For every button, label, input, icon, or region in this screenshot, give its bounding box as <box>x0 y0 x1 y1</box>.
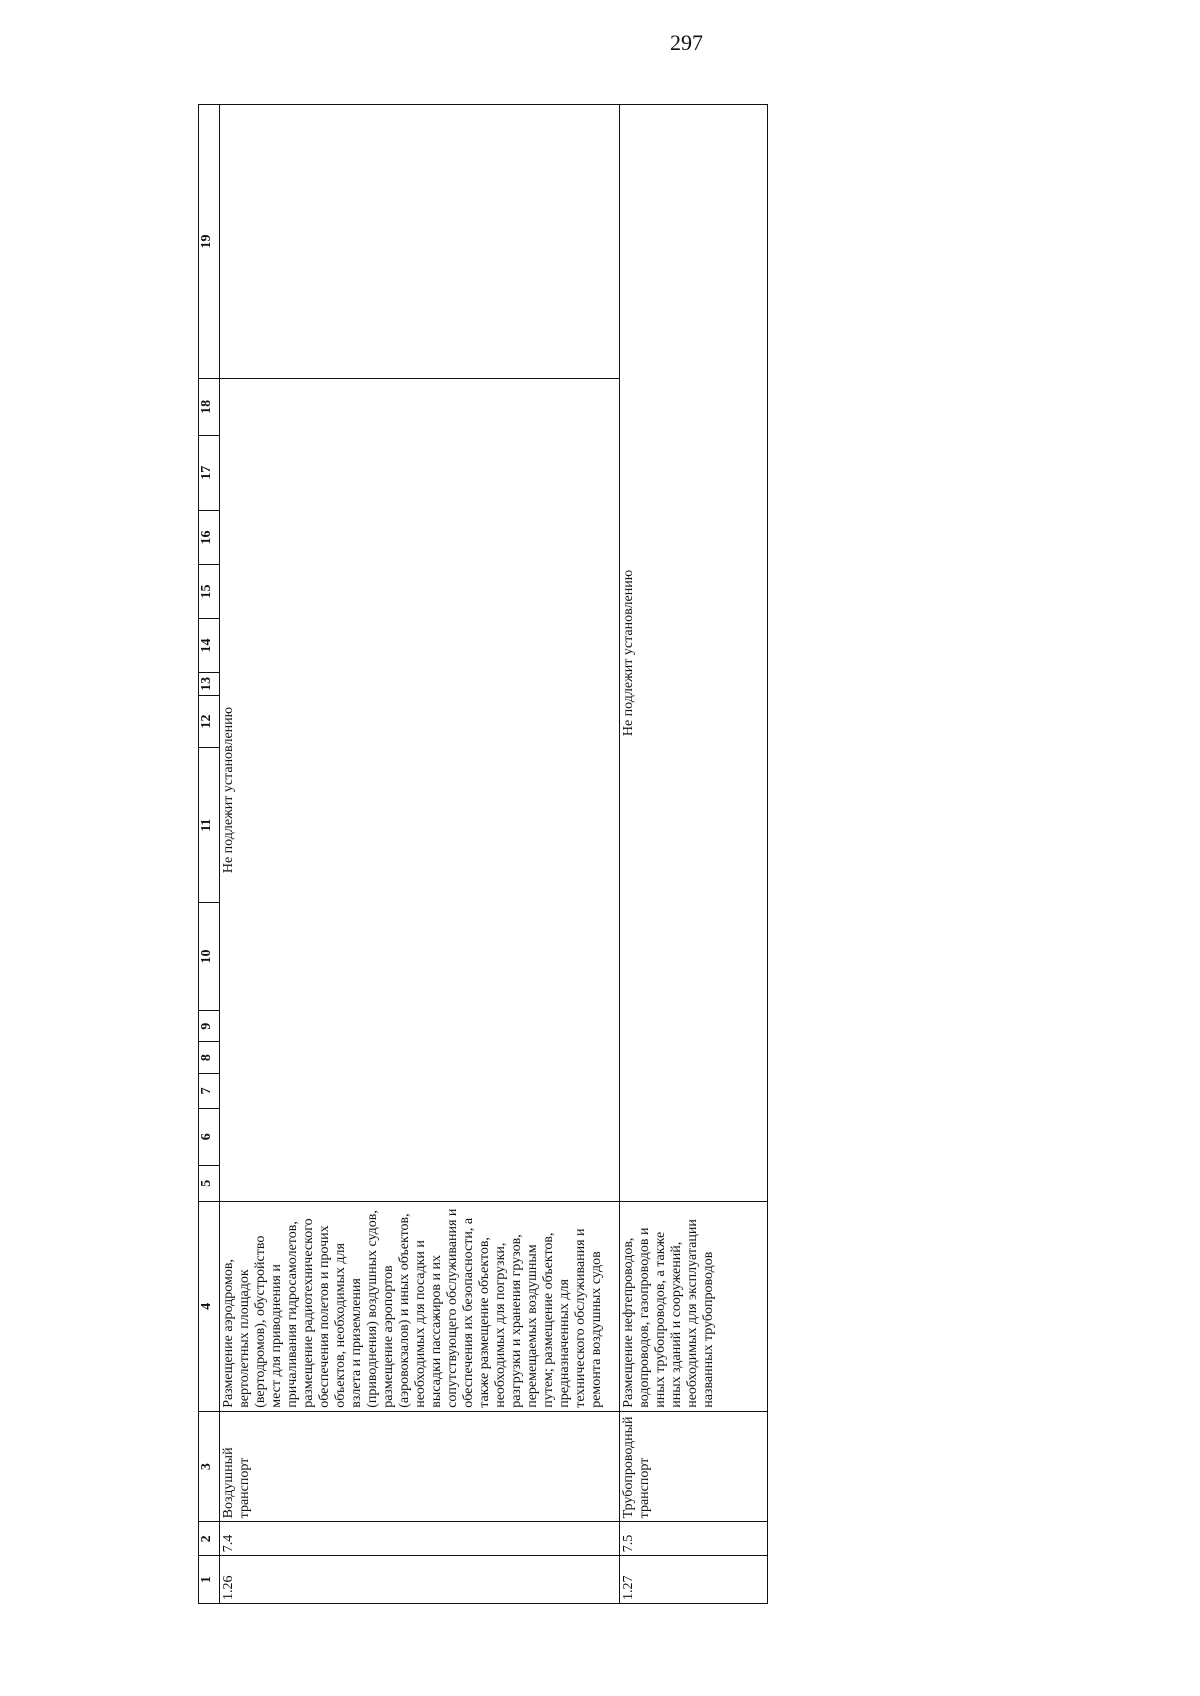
row-code: 7.4 <box>220 1522 620 1556</box>
header-cell: 18 <box>199 379 220 436</box>
header-cell: 13 <box>199 673 220 696</box>
header-cell: 5 <box>199 1165 220 1201</box>
header-cell: 14 <box>199 619 220 673</box>
header-cell: 2 <box>199 1522 220 1556</box>
header-cell: 17 <box>199 435 220 510</box>
merged-note: Не подлежит установлению <box>620 105 768 1202</box>
row-name: Воздушный транспорт <box>220 1411 620 1522</box>
header-cell: 6 <box>199 1108 220 1165</box>
header-cell: 1 <box>199 1556 220 1604</box>
empty-cell <box>220 105 620 379</box>
header-row <box>199 105 220 1604</box>
header-cell: 19 <box>199 105 220 379</box>
merged-note: Не подлежит установлению <box>220 379 620 1202</box>
header-cell: 12 <box>199 695 220 748</box>
header-cell: 4 <box>199 1201 220 1411</box>
header-cell: 9 <box>199 1011 220 1042</box>
row-number: 1.27 <box>620 1556 768 1604</box>
row-number: 1.26 <box>220 1556 620 1604</box>
rotated-table-wrapper <box>198 104 768 1604</box>
header-cell: 11 <box>199 748 220 903</box>
header-cell: 16 <box>199 510 220 564</box>
header-cell: 3 <box>199 1411 220 1522</box>
header-cell: 10 <box>199 902 220 1010</box>
row-description: Размещение нефтепроводов, водопроводов, газопроводов и иных трубопроводов, а также иных зданий и сооружений, необходимых для эксплуатации названных трубопроводов <box>620 1201 768 1411</box>
row-description: Размещение аэродромов, вертолетных площадок (вертодромов), обустройство мест для приводнения и причаливания гидросамолетов, размещение радиотехнического обеспечения полетов и прочих объектов, необходимых для взлета и приземления (приводнения) воздушных судов, размещение аэропортов (аэровокзалов) и иных объектов, необходимых для посадки и высадки пассажиров и их сопутствующего обслуживания и обеспечения их безопасности, а также размещение объектов, необходимых для погрузки, разгрузки и хранения грузов, перемещаемых воздушным путем; размещение объектов, предназначенных для технического обслуживания и ремонта воздушных судов <box>220 1201 620 1411</box>
header-cell: 15 <box>199 565 220 619</box>
header-cell: 8 <box>199 1042 220 1073</box>
row-code: 7.5 <box>620 1522 768 1556</box>
row-name: Трубопроводный транспорт <box>620 1411 768 1522</box>
zoning-table <box>198 104 768 1604</box>
table-row <box>620 105 768 1604</box>
table-row <box>220 105 620 1604</box>
header-cell: 7 <box>199 1073 220 1108</box>
page-number: 297 <box>670 30 703 55</box>
